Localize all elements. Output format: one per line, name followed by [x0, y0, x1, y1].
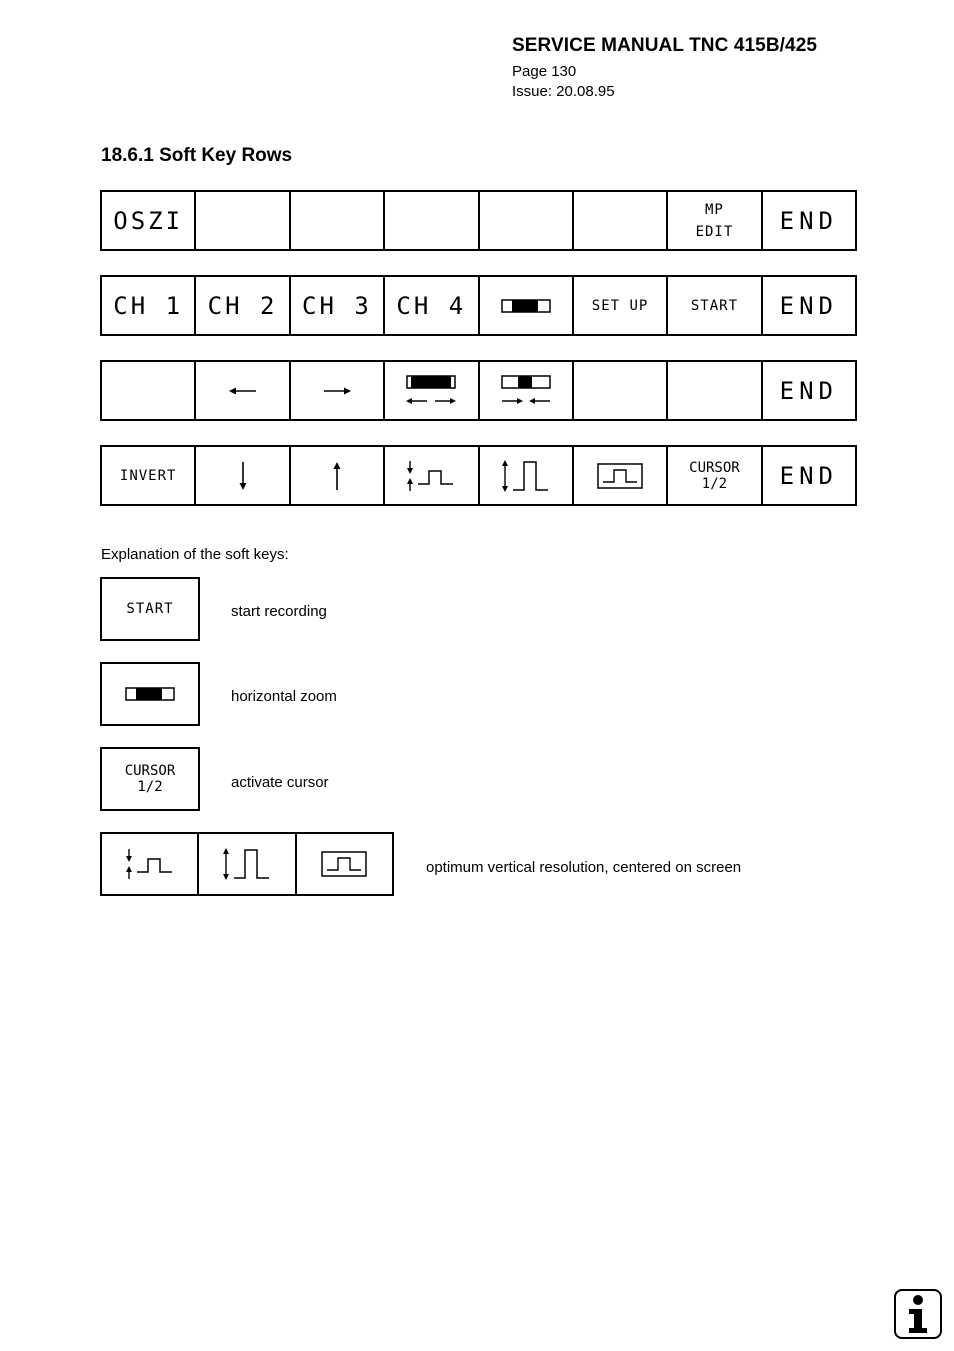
softkey-label-line2: EDIT — [695, 223, 734, 240]
manual-title: SERVICE MANUAL TNC 415B/425 — [512, 35, 818, 56]
vertical-expand-pulse-icon — [500, 459, 552, 493]
softkey-label-line2: 1/2 — [137, 779, 163, 795]
legend-softkey-center-display — [297, 834, 392, 894]
softkey-shift-left[interactable] — [196, 362, 290, 419]
softkey-label: START — [690, 297, 739, 314]
legend-text-vertical-resolution: optimum vertical resolution, centered on screen — [426, 859, 742, 876]
horizontal-zoom-icon — [501, 299, 551, 313]
softkey-mp-edit[interactable] — [668, 192, 762, 249]
legend-softkey-start — [100, 577, 200, 641]
softkey-label: END — [779, 376, 838, 405]
softkey-label-line1: MP — [705, 201, 724, 218]
softkey-empty — [102, 362, 196, 419]
softkey-empty — [480, 192, 574, 249]
soft-key-row-3 — [100, 360, 857, 421]
softkey-invert[interactable] — [102, 447, 196, 504]
legend-softkey-vertical-expand — [199, 834, 296, 894]
softkey-label: CH 2 — [207, 291, 278, 320]
arrow-down-icon — [238, 461, 248, 491]
softkey-empty — [574, 362, 668, 419]
softkey-zoom-compress[interactable] — [480, 362, 574, 419]
softkey-empty — [574, 192, 668, 249]
softkey-zoom-expand[interactable] — [385, 362, 479, 419]
softkey-label-line1: CURSOR — [689, 459, 740, 476]
softkey-center-display[interactable] — [574, 447, 668, 504]
softkey-cursor[interactable] — [668, 447, 762, 504]
softkey-label: END — [779, 461, 838, 490]
softkey-label: END — [779, 291, 838, 320]
legend-softkey-vertical-compress — [102, 834, 199, 894]
soft-key-row-2 — [100, 275, 857, 336]
info-icon — [894, 1289, 942, 1339]
legend-softkey-horizontal-zoom — [100, 662, 200, 726]
softkey-end[interactable] — [763, 277, 855, 334]
softkey-label: INVERT — [119, 467, 177, 484]
softkey-horizontal-zoom[interactable] — [480, 277, 574, 334]
arrow-up-icon — [332, 461, 342, 491]
softkey-shift-down[interactable] — [196, 447, 290, 504]
softkey-empty — [196, 192, 290, 249]
softkey-ch1[interactable] — [102, 277, 196, 334]
zoom-expand-icon — [405, 374, 457, 408]
arrow-left-icon — [228, 386, 258, 396]
softkey-oszi[interactable] — [102, 192, 196, 249]
vertical-compress-pulse-icon — [124, 847, 176, 881]
softkey-shift-up[interactable] — [291, 447, 385, 504]
softkey-label-line1: CURSOR — [124, 763, 176, 779]
legend-text-horizontal-zoom: horizontal zoom — [231, 688, 337, 705]
vertical-compress-pulse-icon — [405, 459, 457, 493]
softkey-start[interactable] — [668, 277, 762, 334]
softkey-label: CH 4 — [396, 291, 467, 320]
vertical-expand-pulse-icon — [221, 847, 273, 881]
legend-text-cursor: activate cursor — [231, 774, 329, 791]
issue-date: Issue: 20.08.95 — [512, 83, 615, 100]
soft-key-row-1 — [100, 190, 857, 251]
softkey-ch2[interactable] — [196, 277, 290, 334]
softkey-label: OSZI — [113, 206, 184, 235]
softkey-shift-right[interactable] — [291, 362, 385, 419]
arrow-right-icon — [322, 386, 352, 396]
legend-softkey-cursor — [100, 747, 200, 811]
softkey-empty — [291, 192, 385, 249]
softkey-label-line2: 1/2 — [701, 475, 728, 492]
horizontal-zoom-icon — [125, 687, 175, 701]
softkey-setup[interactable] — [574, 277, 668, 334]
softkey-end[interactable] — [763, 447, 855, 504]
section-title: 18.6.1 Soft Key Rows — [101, 145, 293, 166]
softkey-label: SET UP — [591, 297, 649, 314]
softkey-label: START — [126, 601, 174, 617]
softkey-end[interactable] — [763, 362, 855, 419]
softkey-ch4[interactable] — [385, 277, 479, 334]
explanation-intro: Explanation of the soft keys: — [101, 546, 289, 563]
softkey-label: END — [779, 206, 838, 235]
legend-softkey-group-vertical — [100, 832, 394, 896]
centered-pulse-icon — [597, 463, 643, 489]
legend-text-start: start recording — [231, 603, 327, 620]
info-glyph — [896, 1291, 940, 1337]
page-number: Page 130 — [512, 63, 577, 80]
soft-key-row-4 — [100, 445, 857, 506]
document-header — [512, 35, 817, 102]
softkey-empty — [385, 192, 479, 249]
softkey-vertical-compress[interactable] — [385, 447, 479, 504]
softkey-label: CH 1 — [113, 291, 184, 320]
centered-pulse-icon — [321, 851, 367, 877]
softkey-label: CH 3 — [302, 291, 372, 320]
softkey-empty — [668, 362, 762, 419]
softkey-end[interactable] — [763, 192, 855, 249]
zoom-compress-icon — [500, 374, 552, 408]
softkey-vertical-expand[interactable] — [480, 447, 574, 504]
softkey-ch3[interactable] — [291, 277, 385, 334]
